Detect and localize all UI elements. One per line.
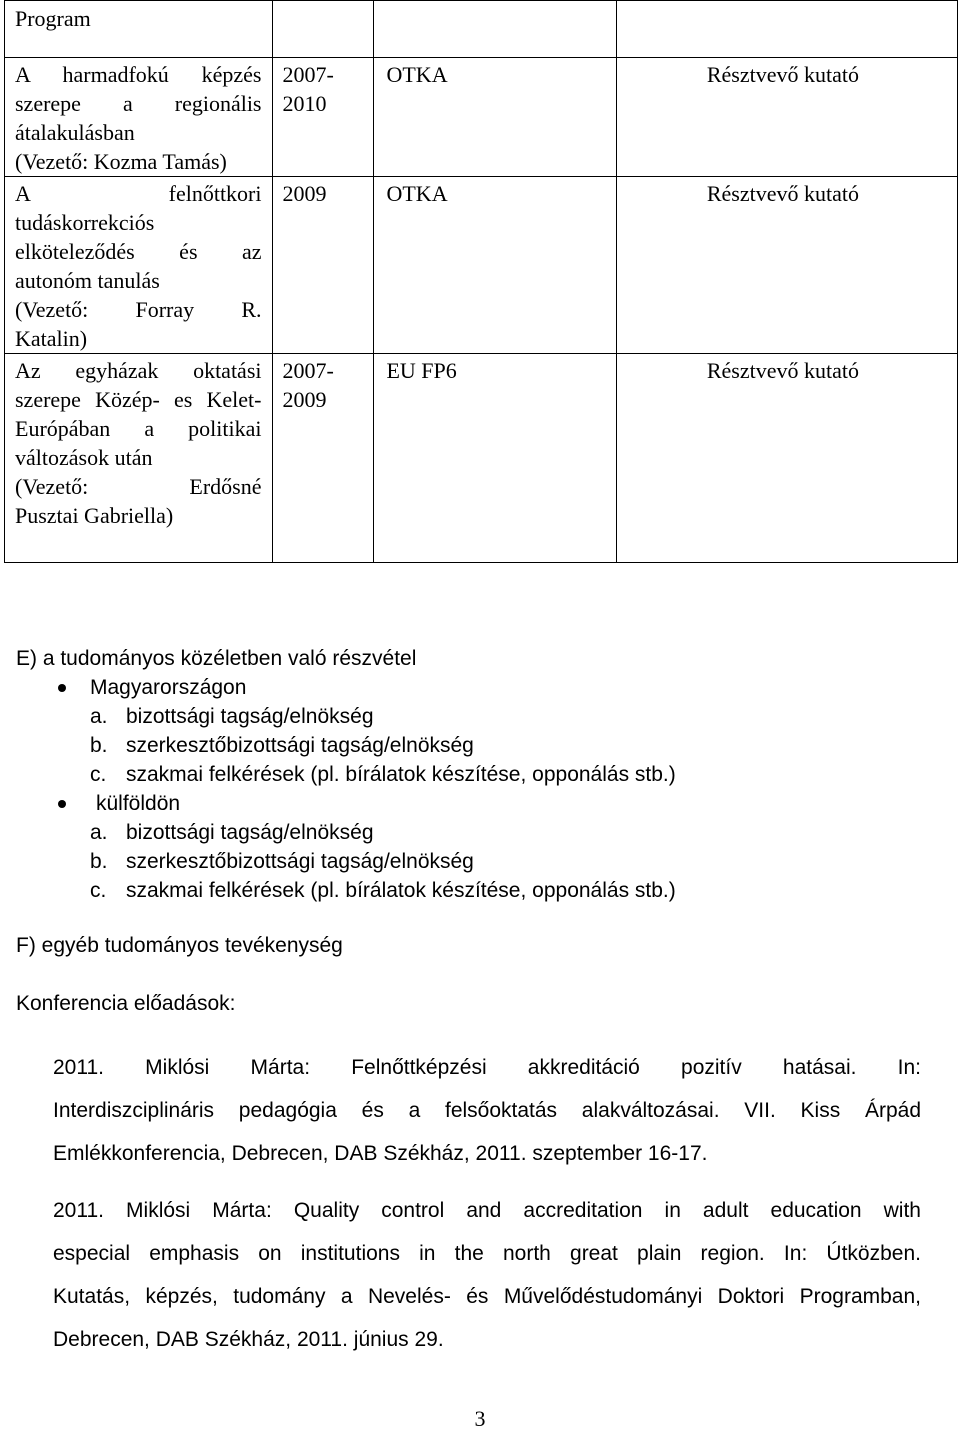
bullet-item <box>16 789 676 818</box>
project-title-line: szerepe Közép- es Kelet- <box>15 387 262 412</box>
section-f-heading: F) egyéb tudományos tevékenység <box>16 934 343 957</box>
project-title-line: (Vezető: Forray R. <box>15 297 262 322</box>
reference-entry <box>53 1046 921 1175</box>
project-role-cell: Résztvevő kutató <box>617 58 958 177</box>
reference-line: 2011. Miklósi Márta: Felnőttképzési akkreditáció pozitív hatásai. In: <box>53 1056 921 1079</box>
conference-subheading: Konferencia előadások: <box>16 992 236 1015</box>
reference-line: Interdiszciplináris pedagógia és a felsőoktatás alakváltozásai. VII. Kiss Árpád <box>53 1099 921 1122</box>
table-row <box>5 177 958 354</box>
project-role-cell: Résztvevő kutató <box>617 177 958 354</box>
list-letter: c. <box>90 763 107 786</box>
section-e <box>16 644 676 905</box>
reference-entry <box>53 1189 921 1361</box>
project-year-cell <box>272 58 374 177</box>
project-year-line: 2007- <box>282 358 334 383</box>
reference-line: Emlékkonferencia, Debrecen, DAB Székház, 2011. szeptember 16-17. <box>53 1142 708 1165</box>
bullet-label: külföldön <box>96 792 181 815</box>
project-title-line: változások után <box>15 445 153 470</box>
project-title-line: Európában a politikai <box>15 416 262 441</box>
reference-line: Kutatás, képzés, tudomány a Nevelés- és Művelődéstudományi Doktori Programban, <box>53 1285 921 1308</box>
list-item <box>16 847 676 876</box>
project-title-line: szerepe a regionális <box>15 91 262 116</box>
project-title-line: elköteleződés és az <box>15 239 262 264</box>
table-header-cell: Program <box>5 1 273 58</box>
project-table <box>4 0 958 563</box>
project-year-line: 2009 <box>282 387 327 412</box>
list-letter: a. <box>90 705 108 728</box>
project-title-line: átalakulásban <box>15 120 135 145</box>
page-number: 3 <box>474 1406 486 1431</box>
section-e-heading: E) a tudományos közéletben való részvétel <box>16 647 417 670</box>
table-row <box>5 58 958 177</box>
list-letter: b. <box>90 734 108 757</box>
list-text: bizottsági tagság/elnökség <box>126 705 374 728</box>
list-text: szakmai felkérések (pl. bírálatok készítése, opponálás stb.) <box>126 879 676 902</box>
project-year-line: 2007- <box>282 62 334 87</box>
list-text: szerkesztőbizottsági tagság/elnökség <box>126 850 474 873</box>
bullet-icon <box>58 800 66 808</box>
project-year-line: 2010 <box>282 91 327 116</box>
reference-line: Debrecen, DAB Székház, 2011. június 29. <box>53 1328 444 1351</box>
bullet-label: Magyarországon <box>90 676 247 699</box>
project-funder-cell: OTKA <box>374 58 617 177</box>
project-title-line: A felnőttkori <box>15 181 262 206</box>
bullet-item <box>16 673 676 702</box>
project-title-cell <box>5 58 273 177</box>
project-title-line: A harmadfokú képzés <box>15 62 262 87</box>
project-title-line: (Vezető: Kozma Tamás) <box>15 149 227 174</box>
reference-line: 2011. Miklósi Márta: Quality control and accreditation in adult education with <box>53 1199 921 1222</box>
list-letter: a. <box>90 821 108 844</box>
project-title-line: Az egyházak oktatási <box>15 358 262 383</box>
list-item <box>16 818 676 847</box>
project-title-line: autonóm tanulás <box>15 268 160 293</box>
table-header-row <box>5 1 958 58</box>
list-item <box>16 876 676 905</box>
table-row <box>5 354 958 563</box>
list-item <box>16 702 676 731</box>
project-title-line: Pusztai Gabriella) <box>15 503 174 528</box>
project-year-cell <box>272 177 374 354</box>
bullet-icon <box>58 684 66 692</box>
project-title-line: tudáskorrekciós <box>15 210 155 235</box>
list-letter: b. <box>90 850 108 873</box>
project-funder-cell: EU FP6 <box>374 354 617 563</box>
project-title-line: Katalin) <box>15 326 88 351</box>
list-text: szakmai felkérések (pl. bírálatok készítése, opponálás stb.) <box>126 763 676 786</box>
reference-line: especial emphasis on institutions in the north great plain region. In: Útközben. <box>53 1242 921 1265</box>
project-year-cell <box>272 354 374 563</box>
list-text: szerkesztőbizottsági tagság/elnökség <box>126 734 474 757</box>
project-title-cell <box>5 354 273 563</box>
list-item <box>16 731 676 760</box>
project-title-cell <box>5 177 273 354</box>
project-year-line: 2009 <box>282 181 327 206</box>
project-funder-cell: OTKA <box>374 177 617 354</box>
list-item <box>16 760 676 789</box>
list-text: bizottsági tagság/elnökség <box>126 821 374 844</box>
table-header-cell <box>272 1 374 58</box>
project-role-cell: Résztvevő kutató <box>617 354 958 563</box>
list-letter: c. <box>90 879 107 902</box>
project-title-line: (Vezető: Erdősné <box>15 474 262 499</box>
reference-list <box>53 1046 921 1361</box>
table-header-cell <box>374 1 617 58</box>
table-header-cell <box>617 1 958 58</box>
